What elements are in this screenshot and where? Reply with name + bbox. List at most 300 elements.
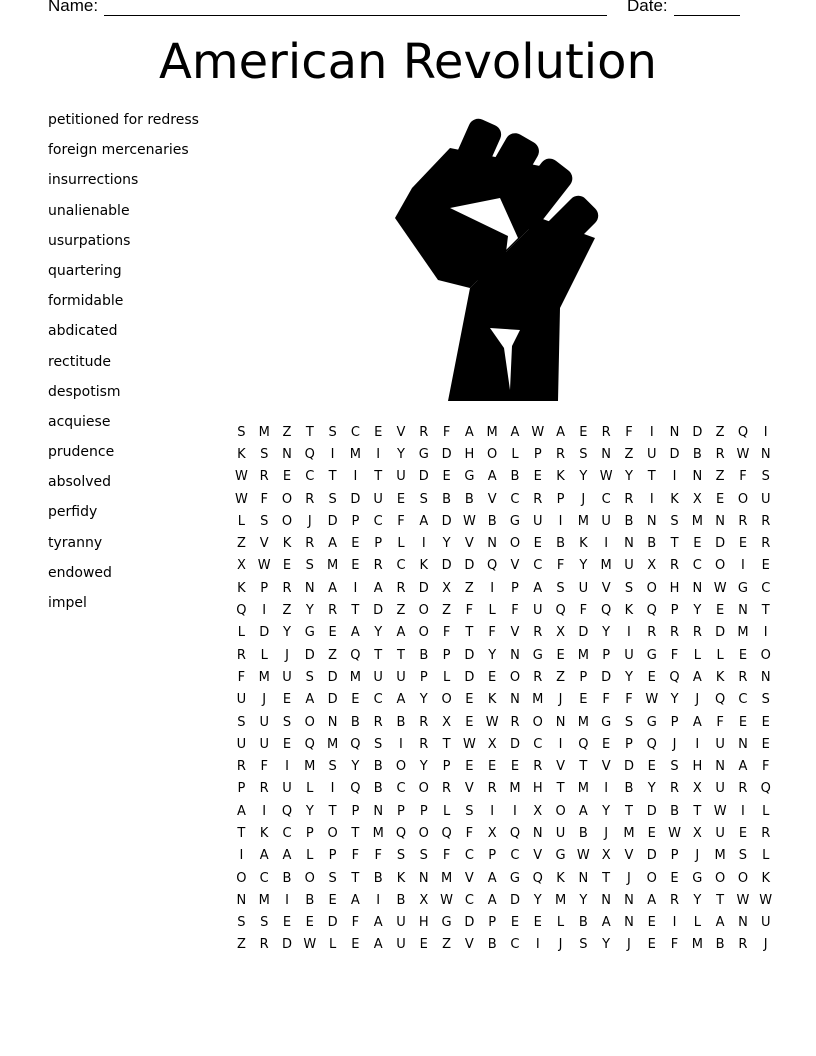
grid-cell[interactable]: B — [647, 536, 657, 552]
grid-cell[interactable]: C — [396, 781, 406, 797]
grid-cell[interactable]: Y — [647, 781, 656, 797]
grid-cell[interactable]: J — [285, 647, 289, 663]
grid-cell[interactable]: I — [672, 915, 677, 931]
grid-cell[interactable]: B — [487, 513, 497, 529]
grid-cell[interactable]: U — [396, 937, 406, 953]
grid-cell[interactable]: U — [396, 469, 406, 485]
grid-cell[interactable]: J — [672, 736, 677, 752]
grid-cell[interactable]: R — [305, 536, 315, 552]
grid-cell[interactable]: Q — [395, 825, 407, 841]
grid-cell[interactable]: O — [532, 714, 543, 730]
grid-cell[interactable]: F — [442, 625, 451, 641]
grid-cell[interactable]: E — [351, 692, 360, 708]
grid-cell[interactable]: R — [738, 669, 748, 685]
grid-cell[interactable]: E — [351, 536, 360, 552]
grid-cell[interactable]: P — [305, 825, 314, 841]
grid-cell[interactable]: E — [374, 424, 383, 440]
grid-cell[interactable]: B — [396, 714, 406, 730]
grid-cell[interactable]: E — [533, 536, 542, 552]
grid-cell[interactable]: E — [465, 714, 474, 730]
grid-cell[interactable]: R — [259, 937, 269, 953]
grid-cell[interactable]: R — [715, 446, 725, 462]
grid-cell[interactable]: F — [716, 714, 724, 730]
grid-cell[interactable]: I — [741, 558, 745, 574]
grid-cell[interactable]: F — [397, 513, 405, 529]
grid-cell[interactable]: D — [578, 625, 589, 641]
grid-cell[interactable]: N — [510, 647, 520, 663]
grid-cell[interactable]: X — [442, 714, 452, 730]
grid-cell[interactable]: A — [578, 803, 588, 819]
grid-cell[interactable]: E — [282, 915, 292, 931]
grid-cell[interactable]: E — [282, 469, 292, 485]
grid-cell[interactable]: B — [578, 825, 588, 841]
grid-cell[interactable]: W — [668, 825, 681, 841]
grid-cell[interactable]: F — [488, 625, 496, 641]
grid-cell[interactable]: R — [624, 491, 634, 507]
grid-cell[interactable]: S — [579, 446, 588, 462]
grid-cell[interactable]: P — [237, 781, 246, 797]
grid-cell[interactable]: H — [418, 915, 429, 931]
grid-cell[interactable]: M — [691, 937, 703, 953]
grid-cell[interactable]: V — [464, 536, 474, 552]
grid-cell[interactable]: Q — [715, 692, 726, 708]
grid-cell[interactable]: Q — [350, 736, 361, 752]
grid-cell[interactable]: R — [373, 558, 383, 574]
grid-cell[interactable]: W — [234, 469, 248, 485]
grid-cell[interactable]: D — [715, 625, 726, 641]
grid-cell[interactable]: D — [418, 469, 429, 485]
grid-cell[interactable]: Y — [374, 625, 383, 641]
grid-cell[interactable]: U — [396, 669, 406, 685]
grid-cell[interactable]: U — [373, 491, 383, 507]
grid-cell[interactable]: B — [305, 892, 315, 908]
grid-cell[interactable]: I — [353, 469, 358, 485]
grid-cell[interactable]: V — [464, 781, 474, 797]
grid-cell[interactable]: U — [259, 736, 269, 752]
grid-cell[interactable]: Y — [488, 647, 497, 663]
grid-cell[interactable]: F — [374, 848, 382, 864]
grid-cell[interactable]: O — [646, 580, 657, 596]
grid-cell[interactable]: W — [462, 513, 476, 529]
grid-cell[interactable]: N — [487, 536, 498, 552]
grid-cell[interactable]: M — [577, 513, 589, 529]
grid-cell[interactable]: C — [350, 424, 360, 440]
grid-cell[interactable]: W — [531, 424, 545, 440]
grid-cell[interactable]: C — [282, 825, 292, 841]
grid-cell[interactable]: G — [464, 469, 475, 485]
grid-cell[interactable]: Y — [419, 759, 428, 775]
grid-cell[interactable]: I — [672, 469, 677, 485]
grid-cell[interactable]: D — [464, 915, 475, 931]
grid-cell[interactable]: S — [624, 714, 634, 730]
grid-cell[interactable]: C — [510, 848, 520, 864]
grid-cell[interactable]: V — [464, 937, 474, 953]
grid-cell[interactable]: R — [670, 781, 680, 797]
grid-cell[interactable]: B — [350, 714, 360, 730]
grid-cell[interactable]: K — [624, 603, 634, 619]
grid-cell[interactable]: M — [509, 781, 521, 797]
grid-cell[interactable]: M — [486, 424, 498, 440]
grid-cell[interactable]: U — [236, 692, 247, 708]
grid-cell[interactable]: U — [259, 714, 269, 730]
grid-cell[interactable]: P — [328, 848, 337, 864]
grid-cell[interactable]: R — [738, 937, 748, 953]
grid-cell[interactable]: A — [419, 513, 429, 529]
grid-cell[interactable]: P — [488, 848, 497, 864]
grid-cell[interactable]: E — [579, 424, 588, 440]
grid-cell[interactable]: I — [285, 892, 289, 908]
grid-cell[interactable]: O — [715, 558, 726, 574]
grid-cell[interactable]: O — [760, 647, 771, 663]
grid-cell[interactable]: E — [510, 915, 520, 931]
grid-cell[interactable]: P — [419, 803, 428, 819]
grid-cell[interactable]: M — [304, 759, 316, 775]
grid-cell[interactable]: H — [464, 446, 475, 462]
grid-cell[interactable]: I — [376, 446, 381, 462]
grid-cell[interactable]: A — [533, 580, 543, 596]
grid-cell[interactable]: D — [418, 580, 429, 596]
grid-cell[interactable]: X — [487, 736, 497, 752]
grid-cell[interactable]: C — [692, 558, 702, 574]
grid-cell[interactable]: Y — [579, 892, 588, 908]
grid-cell[interactable]: C — [533, 558, 543, 574]
grid-cell[interactable]: Y — [305, 803, 314, 819]
grid-cell[interactable]: L — [442, 803, 451, 819]
grid-cell[interactable]: E — [533, 469, 542, 485]
grid-cell[interactable]: E — [738, 825, 748, 841]
grid-cell[interactable]: M — [600, 558, 612, 574]
grid-cell[interactable]: B — [578, 915, 588, 931]
grid-cell[interactable]: U — [555, 825, 566, 841]
grid-cell[interactable]: I — [490, 803, 495, 819]
grid-cell[interactable]: X — [647, 558, 657, 574]
grid-cell[interactable]: X — [419, 892, 429, 908]
grid-cell[interactable]: Q — [737, 424, 749, 440]
grid-cell[interactable]: Q — [304, 736, 315, 752]
grid-cell[interactable]: F — [625, 424, 633, 440]
grid-cell[interactable]: I — [763, 625, 768, 641]
grid-cell[interactable]: O — [281, 491, 293, 507]
grid-cell[interactable]: S — [624, 580, 634, 596]
grid-cell[interactable]: C — [510, 491, 520, 507]
grid-cell[interactable]: M — [440, 870, 453, 886]
grid-cell[interactable]: I — [649, 424, 654, 440]
grid-cell[interactable]: Q — [555, 603, 566, 619]
grid-cell[interactable]: B — [373, 870, 383, 886]
grid-cell[interactable]: E — [670, 870, 679, 886]
grid-cell[interactable]: U — [282, 669, 292, 685]
grid-cell[interactable]: E — [328, 892, 337, 908]
grid-cell[interactable]: A — [259, 848, 269, 864]
grid-cell[interactable]: M — [349, 669, 361, 685]
grid-cell[interactable]: M — [554, 892, 567, 908]
grid-cell[interactable]: I — [604, 781, 609, 797]
grid-cell[interactable]: J — [604, 825, 609, 841]
grid-cell[interactable]: X — [236, 558, 246, 574]
grid-cell[interactable]: C — [510, 937, 520, 953]
grid-cell[interactable]: D — [464, 669, 475, 685]
grid-cell[interactable]: D — [327, 669, 338, 685]
grid-cell[interactable]: H — [532, 781, 543, 797]
grid-cell[interactable]: Z — [624, 446, 634, 462]
grid-cell[interactable]: A — [236, 803, 246, 819]
grid-cell[interactable]: A — [373, 580, 383, 596]
grid-cell[interactable]: I — [513, 803, 517, 819]
grid-cell[interactable]: U — [282, 781, 292, 797]
grid-cell[interactable]: O — [236, 870, 247, 886]
grid-cell[interactable]: T — [602, 870, 611, 886]
grid-cell[interactable]: P — [625, 736, 633, 752]
grid-cell[interactable]: M — [577, 647, 589, 663]
grid-cell[interactable]: L — [511, 446, 519, 462]
grid-cell[interactable]: W — [485, 714, 499, 730]
grid-cell[interactable]: B — [624, 513, 634, 529]
grid-cell[interactable]: N — [601, 892, 612, 908]
grid-cell[interactable]: K — [419, 558, 429, 574]
grid-cell[interactable]: C — [464, 848, 474, 864]
grid-cell[interactable]: D — [464, 558, 475, 574]
grid-cell[interactable]: I — [604, 536, 609, 552]
grid-cell[interactable]: Y — [602, 937, 611, 953]
grid-cell[interactable]: S — [374, 736, 383, 752]
grid-cell[interactable]: Y — [442, 536, 451, 552]
grid-cell[interactable]: E — [533, 915, 542, 931]
grid-cell[interactable]: E — [396, 491, 406, 507]
grid-cell[interactable]: A — [396, 625, 406, 641]
grid-cell[interactable]: T — [647, 469, 656, 485]
grid-cell[interactable]: Z — [556, 669, 565, 685]
grid-cell[interactable]: N — [715, 759, 725, 775]
grid-cell[interactable]: E — [693, 536, 702, 552]
grid-cell[interactable]: E — [488, 759, 497, 775]
grid-cell[interactable]: W — [645, 692, 659, 708]
grid-cell[interactable]: X — [601, 848, 611, 864]
grid-cell[interactable]: K — [259, 825, 269, 841]
grid-cell[interactable]: N — [624, 892, 634, 908]
grid-cell[interactable]: A — [692, 714, 702, 730]
grid-cell[interactable]: R — [692, 625, 702, 641]
grid-cell[interactable]: R — [533, 759, 543, 775]
grid-cell[interactable]: N — [510, 692, 520, 708]
grid-cell[interactable]: L — [397, 536, 405, 552]
grid-cell[interactable]: G — [418, 446, 429, 462]
grid-cell[interactable]: C — [305, 469, 315, 485]
grid-cell[interactable]: M — [737, 625, 749, 641]
grid-cell[interactable]: E — [488, 669, 497, 685]
grid-cell[interactable]: B — [419, 647, 429, 663]
grid-cell[interactable]: B — [282, 870, 292, 886]
grid-cell[interactable]: U — [760, 915, 771, 931]
grid-cell[interactable]: M — [691, 513, 703, 529]
grid-cell[interactable]: I — [239, 848, 244, 864]
grid-cell[interactable]: R — [761, 513, 771, 529]
grid-cell[interactable]: A — [350, 625, 360, 641]
grid-cell[interactable]: B — [487, 937, 497, 953]
grid-cell[interactable]: T — [351, 870, 360, 886]
grid-cell[interactable]: D — [692, 424, 703, 440]
grid-cell[interactable]: R — [647, 625, 657, 641]
grid-cell[interactable]: T — [579, 759, 588, 775]
grid-cell[interactable]: D — [646, 803, 657, 819]
grid-cell[interactable]: T — [328, 803, 337, 819]
grid-cell[interactable]: L — [237, 625, 246, 641]
grid-cell[interactable]: F — [237, 669, 246, 685]
grid-cell[interactable]: O — [509, 536, 521, 552]
grid-cell[interactable]: L — [306, 781, 314, 797]
grid-cell[interactable]: W — [257, 558, 271, 574]
grid-cell[interactable]: R — [396, 580, 406, 596]
grid-cell[interactable]: S — [328, 491, 337, 507]
grid-cell[interactable]: E — [716, 491, 725, 507]
grid-cell[interactable]: Q — [532, 870, 543, 886]
grid-cell[interactable]: G — [441, 915, 452, 931]
grid-cell[interactable]: D — [464, 647, 475, 663]
grid-cell[interactable]: X — [692, 491, 702, 507]
grid-cell[interactable]: A — [647, 892, 657, 908]
grid-cell[interactable]: K — [237, 580, 246, 596]
grid-cell[interactable]: H — [692, 759, 703, 775]
grid-cell[interactable]: E — [351, 558, 360, 574]
grid-cell[interactable]: Y — [624, 669, 633, 685]
grid-cell[interactable]: K — [237, 446, 246, 462]
grid-cell[interactable]: X — [692, 781, 702, 797]
grid-cell[interactable]: K — [761, 870, 770, 886]
grid-cell[interactable]: E — [579, 692, 588, 708]
grid-cell[interactable]: W — [759, 892, 773, 908]
grid-cell[interactable]: O — [646, 870, 657, 886]
grid-cell[interactable]: A — [487, 870, 497, 886]
grid-cell[interactable]: R — [670, 892, 680, 908]
grid-cell[interactable]: F — [465, 603, 474, 619]
grid-cell[interactable]: W — [576, 848, 590, 864]
grid-cell[interactable]: R — [236, 647, 246, 663]
grid-cell[interactable]: Q — [760, 781, 771, 797]
grid-cell[interactable]: D — [327, 692, 338, 708]
grid-cell[interactable]: N — [578, 870, 589, 886]
grid-cell[interactable]: L — [693, 647, 701, 663]
grid-cell[interactable]: E — [647, 915, 656, 931]
grid-cell[interactable]: P — [670, 848, 679, 864]
grid-cell[interactable]: I — [399, 736, 403, 752]
grid-cell[interactable]: S — [465, 803, 474, 819]
grid-cell[interactable]: A — [328, 536, 338, 552]
grid-cell[interactable]: R — [761, 825, 771, 841]
grid-cell[interactable]: R — [282, 580, 292, 596]
grid-cell[interactable]: U — [715, 825, 725, 841]
grid-cell[interactable]: U — [533, 603, 543, 619]
grid-cell[interactable]: W — [713, 803, 727, 819]
grid-cell[interactable]: W — [462, 736, 476, 752]
grid-cell[interactable]: R — [533, 625, 543, 641]
grid-cell[interactable]: P — [670, 603, 679, 619]
grid-cell[interactable]: S — [738, 848, 748, 864]
grid-cell[interactable]: J — [695, 848, 700, 864]
name-field[interactable] — [104, 15, 607, 16]
grid-cell[interactable]: L — [762, 848, 770, 864]
grid-cell[interactable]: A — [510, 424, 520, 440]
grid-cell[interactable]: K — [556, 469, 565, 485]
grid-cell[interactable]: J — [558, 692, 563, 708]
grid-cell[interactable]: O — [441, 692, 452, 708]
grid-cell[interactable]: F — [670, 647, 679, 663]
grid-cell[interactable]: O — [715, 870, 726, 886]
grid-cell[interactable]: I — [421, 536, 426, 552]
grid-cell[interactable]: Z — [715, 469, 725, 485]
grid-cell[interactable]: I — [330, 446, 335, 462]
grid-cell[interactable]: D — [669, 446, 680, 462]
grid-cell[interactable]: G — [509, 870, 520, 886]
grid-cell[interactable]: J — [262, 692, 267, 708]
grid-cell[interactable]: K — [487, 692, 497, 708]
grid-cell[interactable]: I — [376, 892, 381, 908]
grid-cell[interactable]: Z — [464, 580, 474, 596]
grid-cell[interactable]: F — [511, 603, 519, 619]
grid-cell[interactable]: M — [326, 558, 339, 574]
grid-cell[interactable]: A — [601, 915, 611, 931]
grid-cell[interactable]: U — [715, 736, 725, 752]
date-field[interactable] — [674, 15, 740, 16]
grid-cell[interactable]: R — [761, 536, 771, 552]
grid-cell[interactable]: A — [487, 892, 497, 908]
grid-cell[interactable]: R — [328, 603, 338, 619]
grid-cell[interactable]: V — [624, 848, 634, 864]
grid-cell[interactable]: B — [373, 781, 383, 797]
grid-cell[interactable]: F — [670, 937, 679, 953]
grid-cell[interactable]: Y — [602, 625, 611, 641]
grid-cell[interactable]: C — [601, 491, 611, 507]
grid-cell[interactable]: Q — [304, 446, 315, 462]
grid-cell[interactable]: B — [556, 536, 566, 552]
grid-cell[interactable]: F — [602, 692, 610, 708]
grid-cell[interactable]: J — [695, 692, 700, 708]
grid-cell[interactable]: N — [282, 446, 292, 462]
grid-cell[interactable]: M — [714, 848, 726, 864]
grid-cell[interactable]: Y — [602, 803, 611, 819]
grid-cell[interactable]: I — [262, 603, 267, 619]
grid-cell[interactable]: A — [715, 915, 725, 931]
grid-cell[interactable]: C — [396, 558, 406, 574]
grid-cell[interactable]: N — [601, 446, 612, 462]
grid-cell[interactable]: X — [442, 580, 452, 596]
grid-cell[interactable]: E — [647, 825, 656, 841]
grid-cell[interactable]: E — [465, 759, 474, 775]
grid-cell[interactable]: O — [509, 669, 521, 685]
grid-cell[interactable]: T — [465, 625, 474, 641]
grid-cell[interactable]: A — [328, 580, 338, 596]
grid-cell[interactable]: E — [761, 736, 770, 752]
grid-cell[interactable]: N — [760, 669, 771, 685]
grid-cell[interactable]: J — [627, 937, 631, 953]
grid-cell[interactable]: K — [715, 669, 725, 685]
grid-cell[interactable]: B — [396, 892, 406, 908]
grid-cell[interactable]: Y — [624, 469, 633, 485]
grid-cell[interactable]: Z — [396, 603, 406, 619]
grid-cell[interactable]: Y — [579, 558, 588, 574]
grid-cell[interactable]: V — [396, 424, 406, 440]
grid-cell[interactable]: R — [442, 781, 452, 797]
grid-cell[interactable]: G — [646, 714, 657, 730]
grid-cell[interactable]: N — [669, 424, 680, 440]
grid-cell[interactable]: R — [510, 714, 520, 730]
grid-cell[interactable]: P — [442, 647, 451, 663]
grid-cell[interactable]: C — [373, 692, 383, 708]
grid-cell[interactable]: E — [738, 714, 748, 730]
grid-cell[interactable]: S — [260, 513, 269, 529]
grid-cell[interactable]: N — [327, 714, 338, 730]
grid-cell[interactable]: J — [763, 937, 768, 953]
grid-cell[interactable]: D — [327, 513, 338, 529]
grid-cell[interactable]: T — [351, 603, 360, 619]
